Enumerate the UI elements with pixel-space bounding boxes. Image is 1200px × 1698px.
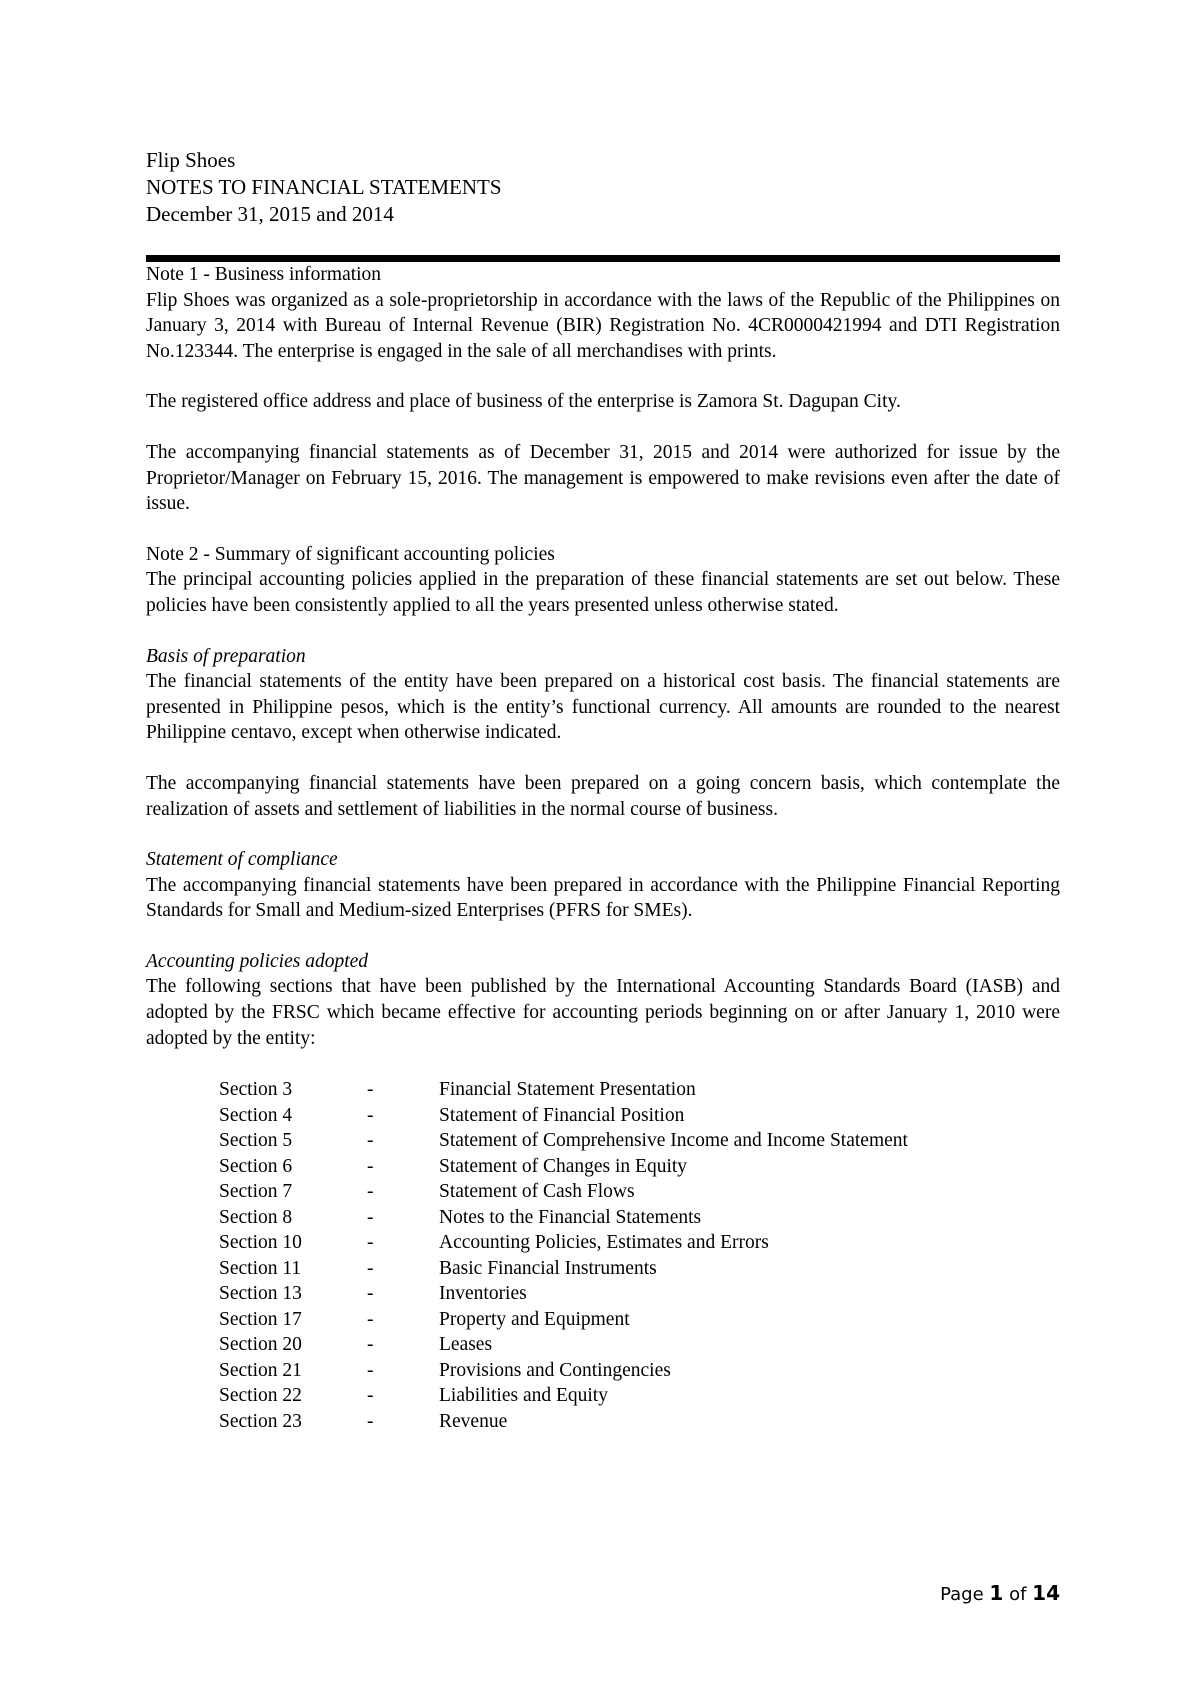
section-number: Section 11	[219, 1257, 302, 1279]
section-number: Section 17	[219, 1308, 302, 1330]
section-number: Section 6	[219, 1155, 293, 1177]
section-title: Leases	[439, 1334, 493, 1356]
section-title: Property and Equipment	[439, 1308, 630, 1330]
section-row	[219, 1281, 1060, 1307]
section-title: Statement of Comprehensive Income and Income Statement	[439, 1130, 908, 1152]
section-title: Revenue	[439, 1410, 508, 1432]
section-number: Section 22	[219, 1385, 302, 1407]
page-number	[940, 1581, 1060, 1605]
document-title: NOTES TO FINANCIAL STATEMENTS	[146, 175, 502, 199]
section-dash: -	[367, 1104, 374, 1126]
section-title: Provisions and Contingencies	[439, 1359, 671, 1381]
section-number: Section 8	[219, 1206, 293, 1228]
section-row	[219, 1358, 1060, 1384]
accounting-policies-adopted-heading: Accounting policies adopted	[146, 950, 369, 972]
basis-of-preparation-heading: Basis of preparation	[146, 645, 306, 667]
note-1-title: Note 1 - Business information	[146, 264, 382, 285]
section-dash: -	[367, 1257, 374, 1279]
section-row	[219, 1205, 1060, 1231]
section-title: Basic Financial Instruments	[439, 1257, 657, 1279]
section-title: Statement of Changes in Equity	[439, 1155, 688, 1177]
section-dash: -	[367, 1308, 374, 1330]
section-title: Notes to the Financial Statements	[439, 1206, 702, 1228]
statement-of-compliance-heading: Statement of compliance	[146, 849, 338, 871]
compliance-paragraph: The accompanying financial statements have been prepared in accordance with the Philippine Financial Reporting Standards for Small and Medium-sized Enterprises (PFRS for SMEs).	[146, 874, 1060, 922]
section-dash: -	[367, 1155, 374, 1177]
page-content	[146, 147, 1060, 1434]
document-date: December 31, 2015 and 2014	[146, 202, 394, 226]
of-word: of	[1009, 1584, 1027, 1605]
spacer	[146, 619, 1060, 644]
section-title: Liabilities and Equity	[439, 1385, 608, 1407]
section-number: Section 10	[219, 1232, 302, 1254]
section-title: Financial Statement Presentation	[439, 1079, 696, 1101]
section-dash: -	[367, 1232, 374, 1254]
section-number: Section 7	[219, 1181, 293, 1203]
header-divider	[146, 255, 1060, 262]
section-row	[219, 1230, 1060, 1256]
page-total: 14	[1032, 1581, 1060, 1605]
section-row	[219, 1128, 1060, 1154]
section-dash: -	[367, 1359, 374, 1381]
spacer	[146, 822, 1060, 847]
note-2-title: Note 2 - Summary of significant accounting policies	[146, 543, 555, 565]
section-number: Section 3	[219, 1079, 293, 1101]
note-1-paragraph-1: Flip Shoes was organized as a sole-proprietorship in accordance with the laws of the Republic of the Philippines on January 3, 2014 with Bureau of Internal Revenue (BIR) Registration No. 4CR0000421994 and DTI Registration No.123344. The enterprise is engaged in the sale of all merchandises with prints.	[146, 289, 1060, 362]
company-name: Flip Shoes	[146, 148, 236, 172]
section-row	[219, 1077, 1060, 1103]
basis-paragraph-2: The accompanying financial statements have been prepared on a going concern basis, which contemplate the realization of assets and settlement of liabilities in the normal course of business.	[146, 772, 1060, 820]
section-dash: -	[367, 1181, 374, 1203]
section-row	[219, 1307, 1060, 1333]
note-2-paragraph-1: The principal accounting policies applied in the preparation of these financial statements are set out below. These policies have been consistently applied to all the years presented unless otherwise stated.	[146, 569, 1060, 616]
spacer	[146, 364, 1060, 389]
section-dash: -	[367, 1079, 374, 1101]
note-1-paragraph-2: The registered office address and place of business of the enterprise is Zamora St. Dagupan City.	[146, 391, 901, 413]
page-current: 1	[989, 1581, 1004, 1605]
section-number: Section 5	[219, 1130, 293, 1152]
section-row	[219, 1103, 1060, 1129]
section-row	[219, 1332, 1060, 1358]
sections-list	[219, 1077, 1060, 1434]
section-row	[219, 1154, 1060, 1180]
section-dash: -	[367, 1385, 374, 1407]
page-word: Page	[940, 1584, 984, 1605]
section-dash: -	[367, 1410, 374, 1432]
section-title: Statement of Cash Flows	[439, 1181, 635, 1203]
section-dash: -	[367, 1334, 374, 1356]
spacer	[146, 415, 1060, 440]
section-number: Section 21	[219, 1359, 302, 1381]
section-title: Statement of Financial Position	[439, 1104, 685, 1126]
section-dash: -	[367, 1283, 374, 1305]
spacer	[146, 924, 1060, 949]
section-row	[219, 1256, 1060, 1282]
section-row	[219, 1383, 1060, 1409]
section-dash: -	[367, 1206, 374, 1228]
section-row	[219, 1409, 1060, 1435]
section-number: Section 13	[219, 1283, 302, 1305]
adopted-paragraph: The following sections that have been published by the International Accounting Standards Board (IASB) and adopted by the FRSC which became effective for accounting periods beginning on or after January 1, 2010 were adopted by the entity:	[146, 976, 1060, 1049]
section-row	[219, 1179, 1060, 1205]
section-number: Section 4	[219, 1104, 293, 1126]
section-dash: -	[367, 1130, 374, 1152]
section-number: Section 20	[219, 1334, 302, 1356]
spacer	[146, 746, 1060, 771]
note-1-paragraph-3: The accompanying financial statements as of December 31, 2015 and 2014 were authorized for issue by the Proprietor/Manager on February 15, 2016. The management is empowered to make revisions even after the date of issue.	[146, 441, 1060, 515]
section-title: Inventories	[439, 1283, 527, 1305]
basis-paragraph-1: The financial statements of the entity have been prepared on a historical cost basis. The financial statements are presented in Philippine pesos, which is the entity’s functional currency. All amounts are rounded to the nearest Philippine centavo, except when otherwise indicated.	[146, 671, 1060, 744]
spacer	[146, 517, 1060, 542]
section-number: Section 23	[219, 1410, 302, 1432]
section-title: Accounting Policies, Estimates and Errors	[439, 1232, 769, 1254]
